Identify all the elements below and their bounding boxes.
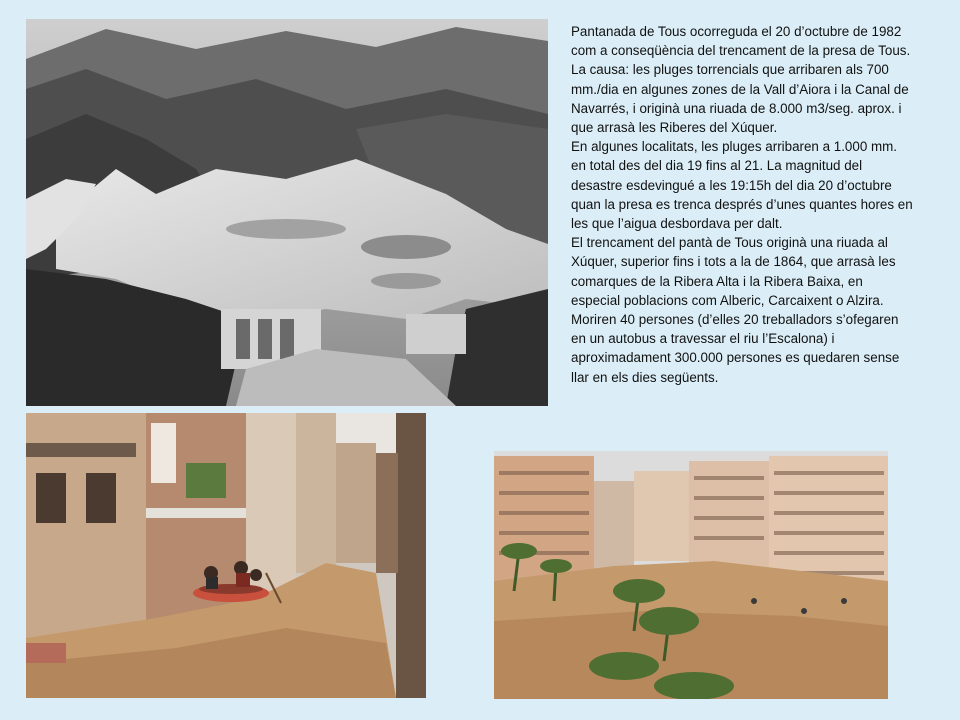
caption-paragraph: El trencament del pantà de Tous originà una riuada al Xúquer, superior fins i tots a la de 1864, que arrasà les comarques de la Ribera Alta i la Ribera Baixa, en especial poblacions com Alberic, Carcaixent o Alzira. Moriren 40 persones (d’elles 20 treballadors s’ofegaren en un autobus a travessar el riu l’Escalona) i aproximadament 300.000 persones es quedaren sense llar en els dies següents. <box>571 235 900 385</box>
flood-description-text <box>571 22 913 387</box>
caption-paragraph: En algunes localitats, les pluges arribaren a 1.000 mm. en total des del dia 19 fins al 21. La magnitud del desastre esdevingué a les 19:15h del dia 20 d’octubre quan la presa es trenca després d’unes quantes hores en les que l’aigua desbordava per dalt. <box>571 139 913 232</box>
dam-aerial-photo <box>26 19 548 406</box>
caption-paragraph: Pantanada de Tous ocorreguda el 20 d’octubre de 1982 com a conseqüència del trencament de la presa de Tous. La causa: les pluges torrencials que arribaren als 700 mm./dia en algunes zones de la Vall d’Aiora i la Canal de Navarrés, i originà una riuada de 8.000 m3/seg. aprox. i que arrasà les Riberes del Xúquer. <box>571 24 911 136</box>
flooded-street-photo <box>26 413 426 698</box>
flooded-plaza-photo <box>494 451 888 699</box>
